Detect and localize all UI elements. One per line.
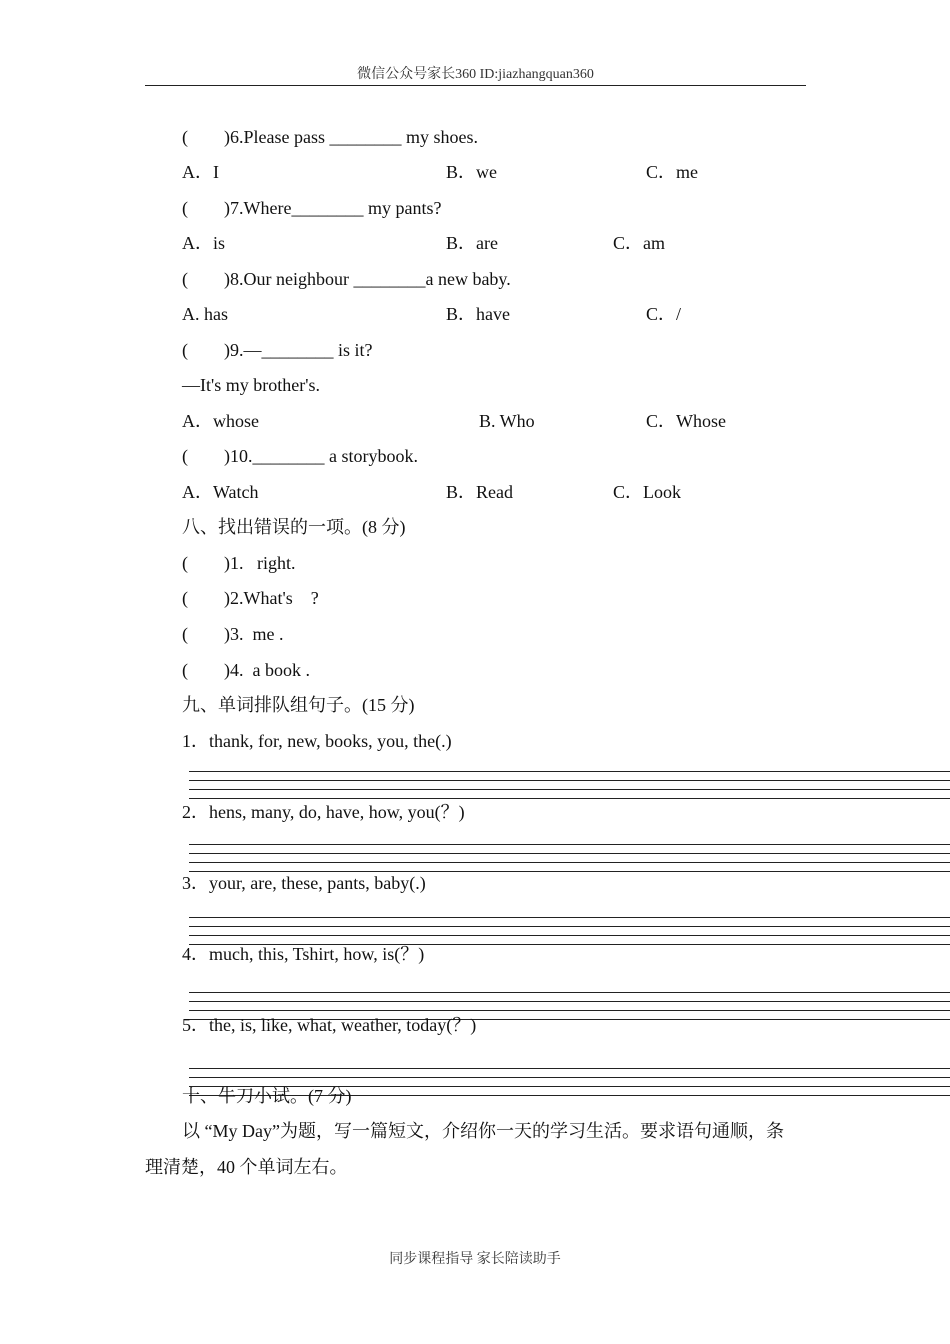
question-10-option-c: C．Look bbox=[613, 482, 682, 502]
section-10-prompt-line-2: 理清楚，40 个单词左右。 bbox=[145, 1157, 348, 1177]
section-8-item-3: ( )3. me . bbox=[182, 624, 284, 644]
question-10-stem: ( )10.________ a storybook. bbox=[182, 446, 418, 466]
section-9-item-3: 3．your, are, these, pants, baby(.) bbox=[182, 873, 426, 893]
question-6-option-c: C．me bbox=[646, 162, 698, 182]
page-footer: 同步课程指导 家长陪读助手 bbox=[389, 1252, 561, 1267]
section-8-title: 八、找出错误的一项。(8 分) bbox=[182, 517, 406, 537]
section-10-prompt-line-1: 以 “My Day”为题，写一篇短文，介绍你一天的学习生活。要求语句通顺，条 bbox=[182, 1121, 784, 1141]
question-8-option-a: A. has bbox=[182, 304, 228, 324]
question-9-answer-line: —It's my brother's. bbox=[182, 375, 320, 395]
page-header: 微信公众号家长360 ID:jiazhangquan360 bbox=[357, 67, 594, 82]
question-9-option-b: B. Who bbox=[479, 411, 535, 431]
section-9-title: 九、单词排队组句子。(15 分) bbox=[182, 695, 415, 715]
section-9-item-4: 4．much, this, Tshirt, how, is(？) bbox=[182, 944, 425, 964]
question-7-option-c: C．am bbox=[613, 233, 665, 253]
question-6-option-b: B．we bbox=[446, 162, 497, 182]
question-8-option-c: C．/ bbox=[646, 304, 682, 324]
section-8-item-1: ( )1. right. bbox=[182, 553, 296, 573]
question-7-option-b: B．are bbox=[446, 233, 498, 253]
section-8-item-4: ( )4. a book . bbox=[182, 660, 310, 680]
question-8-option-b: B．have bbox=[446, 304, 510, 324]
question-8-stem: ( )8.Our neighbour ________a new baby. bbox=[182, 269, 511, 289]
section-10-title: 十、牛刀小试。(7 分) bbox=[182, 1086, 352, 1106]
section-9-item-2: 2．hens, many, do, have, how, you(？) bbox=[182, 802, 465, 822]
question-7-stem: ( )7.Where________ my pants? bbox=[182, 198, 442, 218]
question-7-option-a: A．is bbox=[182, 233, 226, 253]
question-9-option-a: A．whose bbox=[182, 411, 259, 431]
section-9-item-5: 5．the, is, like, what, weather, today(？) bbox=[182, 1015, 477, 1035]
question-6-stem: ( )6.Please pass ________ my shoes. bbox=[182, 127, 478, 147]
question-6-option-a: A．I bbox=[182, 162, 219, 182]
section-9-item-1: 1．thank, for, new, books, you, the(.) bbox=[182, 731, 452, 751]
question-9-stem: ( )9.—________ is it? bbox=[182, 340, 373, 360]
section-8-item-2: ( )2.What's ? bbox=[182, 588, 319, 608]
question-10-option-a: A．Watch bbox=[182, 482, 259, 502]
header-rule bbox=[145, 85, 806, 86]
question-10-option-b: B．Read bbox=[446, 482, 513, 502]
question-9-option-c: C．Whose bbox=[646, 411, 726, 431]
